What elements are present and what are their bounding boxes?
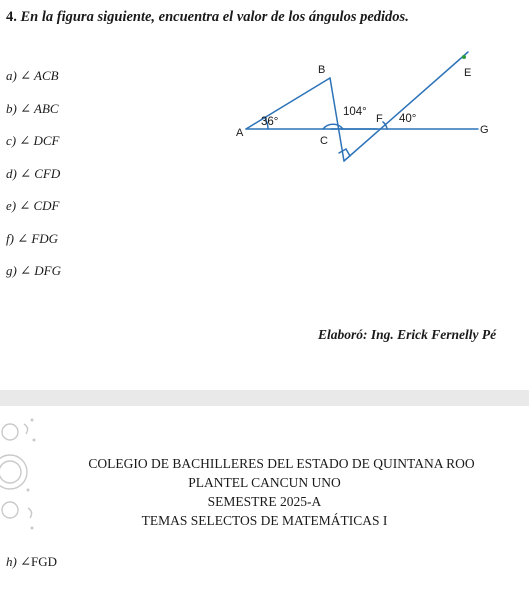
question-h [6,554,57,570]
label-c: C [320,135,328,147]
page-separator [0,390,529,406]
author-credit: Elaboró: Ing. Erick Fernelly Pé [318,327,497,342]
question-letter: h) [6,554,17,569]
course-name: TEMAS SELECTOS DE MATEMÁTICAS I [141,513,388,528]
question-letter: f) [6,230,14,246]
question-angle: ∠ DFG [20,263,61,278]
segment-b-d [330,78,344,161]
semester: SEMESTRE 2025-A [207,494,322,509]
question-letter: c) [6,133,17,148]
school-name: COLEGIO DE BACHILLERES DEL ESTADO DE QUINTANA ROO [88,456,475,471]
problem-statement: En la figura siguiente, encuentra el valor de los ángulos pedidos. [20,9,409,25]
angle-value-a: 36° [261,116,279,128]
question-g [6,263,61,296]
right-angle-mark [339,149,350,156]
question-letter: b) [6,100,17,116]
label-f: F [376,113,383,125]
campus-name: PLANTEL CANCUN UNO [188,475,341,490]
segment-a-b [246,78,330,129]
question-f [6,231,61,264]
question-letter: a) [6,68,17,83]
question-e [6,198,61,231]
question-angle: ∠ ACB [20,68,59,83]
label-b: B [318,64,326,76]
question-angle: ∠ DCF [19,133,60,148]
question-d [6,166,61,199]
geometry-figure [226,44,506,176]
label-e: E [464,67,472,79]
label-a: A [236,127,244,139]
document-page-2 [0,406,529,610]
institution-header [0,454,529,530]
question-a [6,68,61,101]
question-letter: g) [6,263,17,278]
question-letter: d) [6,165,17,181]
question-angle: ∠ FDG [17,230,59,246]
problem-number: 4. [6,9,17,25]
question-c [6,133,61,166]
angle-value-c: 104° [343,106,367,118]
label-g: G [480,124,489,136]
question-b [6,101,61,134]
question-angle: ∠ CDF [19,198,60,213]
question-letter: e) [6,198,17,213]
question-angle: ∠ ABC [20,100,59,116]
question-angle: ∠ CFD [20,165,61,181]
question-list [6,68,61,296]
point-e-dot [462,55,466,59]
angle-value-f: 40° [399,113,417,125]
problem-title [6,9,409,26]
question-angle: ∠FGD [20,554,57,569]
